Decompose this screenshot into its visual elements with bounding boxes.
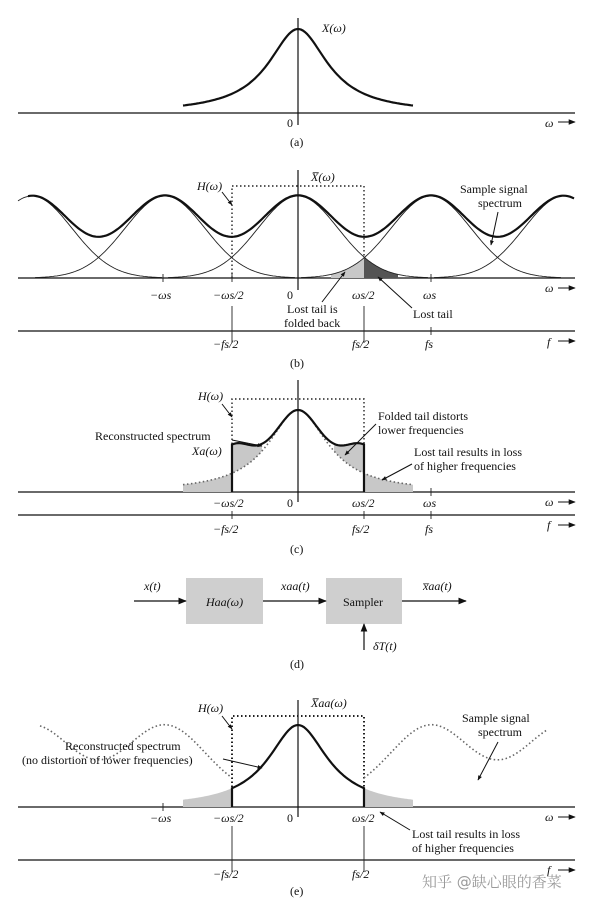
axis-label-f-c: f xyxy=(547,518,551,532)
tick-minus-ws-e: −ωs xyxy=(150,811,172,825)
caption-b: (b) xyxy=(290,356,304,370)
panel-b xyxy=(18,170,575,370)
label-recon-e-1: Reconstructed spectrum xyxy=(65,739,181,753)
label-lost-loss-1: Lost tail results in loss xyxy=(414,445,522,459)
tick-fs-half-e: fs/2 xyxy=(352,867,370,881)
axis-label-f-e: f xyxy=(547,863,551,877)
caption-c: (c) xyxy=(290,542,304,556)
label-filter-haa: Haa(ω) xyxy=(206,595,244,609)
label-lost-loss-2: of higher frequencies xyxy=(414,459,516,473)
lost-tail-shade-light xyxy=(331,258,364,278)
label-x-omega: X(ω) xyxy=(322,21,346,35)
axis-label-omega-e: ω xyxy=(545,810,554,824)
tick-minus-ws-half: −ωs/2 xyxy=(213,288,244,302)
label-lost-loss-e-2: of higher frequencies xyxy=(412,841,514,855)
label-sample-e-2: spectrum xyxy=(478,725,522,739)
tick-minus-fs-half-b: −fs/2 xyxy=(213,337,239,351)
label-input-x-t: x(t) xyxy=(144,579,161,593)
label-delta-t: δT(t) xyxy=(373,639,397,653)
label-h-omega-b: H(ω) xyxy=(197,179,223,193)
panel-e xyxy=(18,696,575,898)
tick-zero-c: 0 xyxy=(287,496,293,510)
axis-label-omega-c: ω xyxy=(545,495,554,509)
replica-lobe xyxy=(35,196,295,278)
label-lost-loss-e-1: Lost tail results in loss xyxy=(412,827,520,841)
label-folded-1: Folded tail distorts xyxy=(378,409,468,423)
label-sample-e-1: Sample signal xyxy=(462,711,530,725)
lost-tail-shade-dark xyxy=(364,257,398,278)
label-lost-folded-1: Lost tail is xyxy=(287,302,338,316)
watermark: 知乎 @缺心眼的香菜 xyxy=(422,873,562,891)
tick-zero-b: 0 xyxy=(287,288,293,302)
label-recon-1: Reconstructed spectrum xyxy=(95,429,211,443)
tick-minus-ws-half-e: −ωs/2 xyxy=(213,811,244,825)
tick-zero-e: 0 xyxy=(287,811,293,825)
label-lost-folded-2: folded back xyxy=(284,316,341,330)
panel-c xyxy=(18,380,575,556)
label-xbar-aa-omega: X̅aa(ω) xyxy=(311,696,347,710)
tick-minus-ws-half-c: −ωs/2 xyxy=(213,496,244,510)
label-xaa-t: xaa(t) xyxy=(281,579,310,593)
tick-ws-half-e: ωs/2 xyxy=(352,811,375,825)
panel-a xyxy=(18,18,575,149)
tick-ws-half-c: ωs/2 xyxy=(352,496,375,510)
tick-ws: ωs xyxy=(423,288,437,302)
label-sample-spectrum-2: spectrum xyxy=(478,196,522,210)
label-lost-tail: Lost tail xyxy=(413,307,453,321)
tick-fs-half-c: fs/2 xyxy=(352,522,370,536)
label-xbar-aa-t: x̅aa(t) xyxy=(423,579,452,593)
panel-d xyxy=(134,578,466,671)
caption-a: (a) xyxy=(290,135,304,149)
tick-fs-half-b: fs/2 xyxy=(352,337,370,351)
axis-label-omega-a: ω xyxy=(545,116,554,130)
label-h-omega-e: H(ω) xyxy=(198,701,224,715)
label-h-omega-c: H(ω) xyxy=(198,389,224,403)
tick-ws-half: ωs/2 xyxy=(352,288,375,302)
label-recon-2: Xa(ω) xyxy=(192,444,222,458)
tick-minus-fs-half-c: −fs/2 xyxy=(213,522,239,536)
tick-minus-fs-half-e: −fs/2 xyxy=(213,867,239,881)
caption-d: (d) xyxy=(290,657,304,671)
label-sampler: Sampler xyxy=(343,595,383,609)
replica-lobe xyxy=(301,196,561,278)
label-xbar-omega: X̅(ω) xyxy=(311,170,335,184)
axis-label-f-b: f xyxy=(547,335,551,349)
label-folded-2: lower frequencies xyxy=(378,423,464,437)
label-recon-e-2: (no distortion of lower frequencies) xyxy=(22,753,193,767)
tick-ws-c: ωs xyxy=(423,496,437,510)
tick-fs-b: fs xyxy=(425,337,434,351)
caption-e: (e) xyxy=(290,884,304,898)
axis-label-omega-b: ω xyxy=(545,281,554,295)
tick-minus-ws: −ωs xyxy=(150,288,172,302)
tick-fs-c: fs xyxy=(425,522,434,536)
tick-origin-a: 0 xyxy=(287,116,293,130)
label-sample-spectrum-1: Sample signal xyxy=(460,182,528,196)
